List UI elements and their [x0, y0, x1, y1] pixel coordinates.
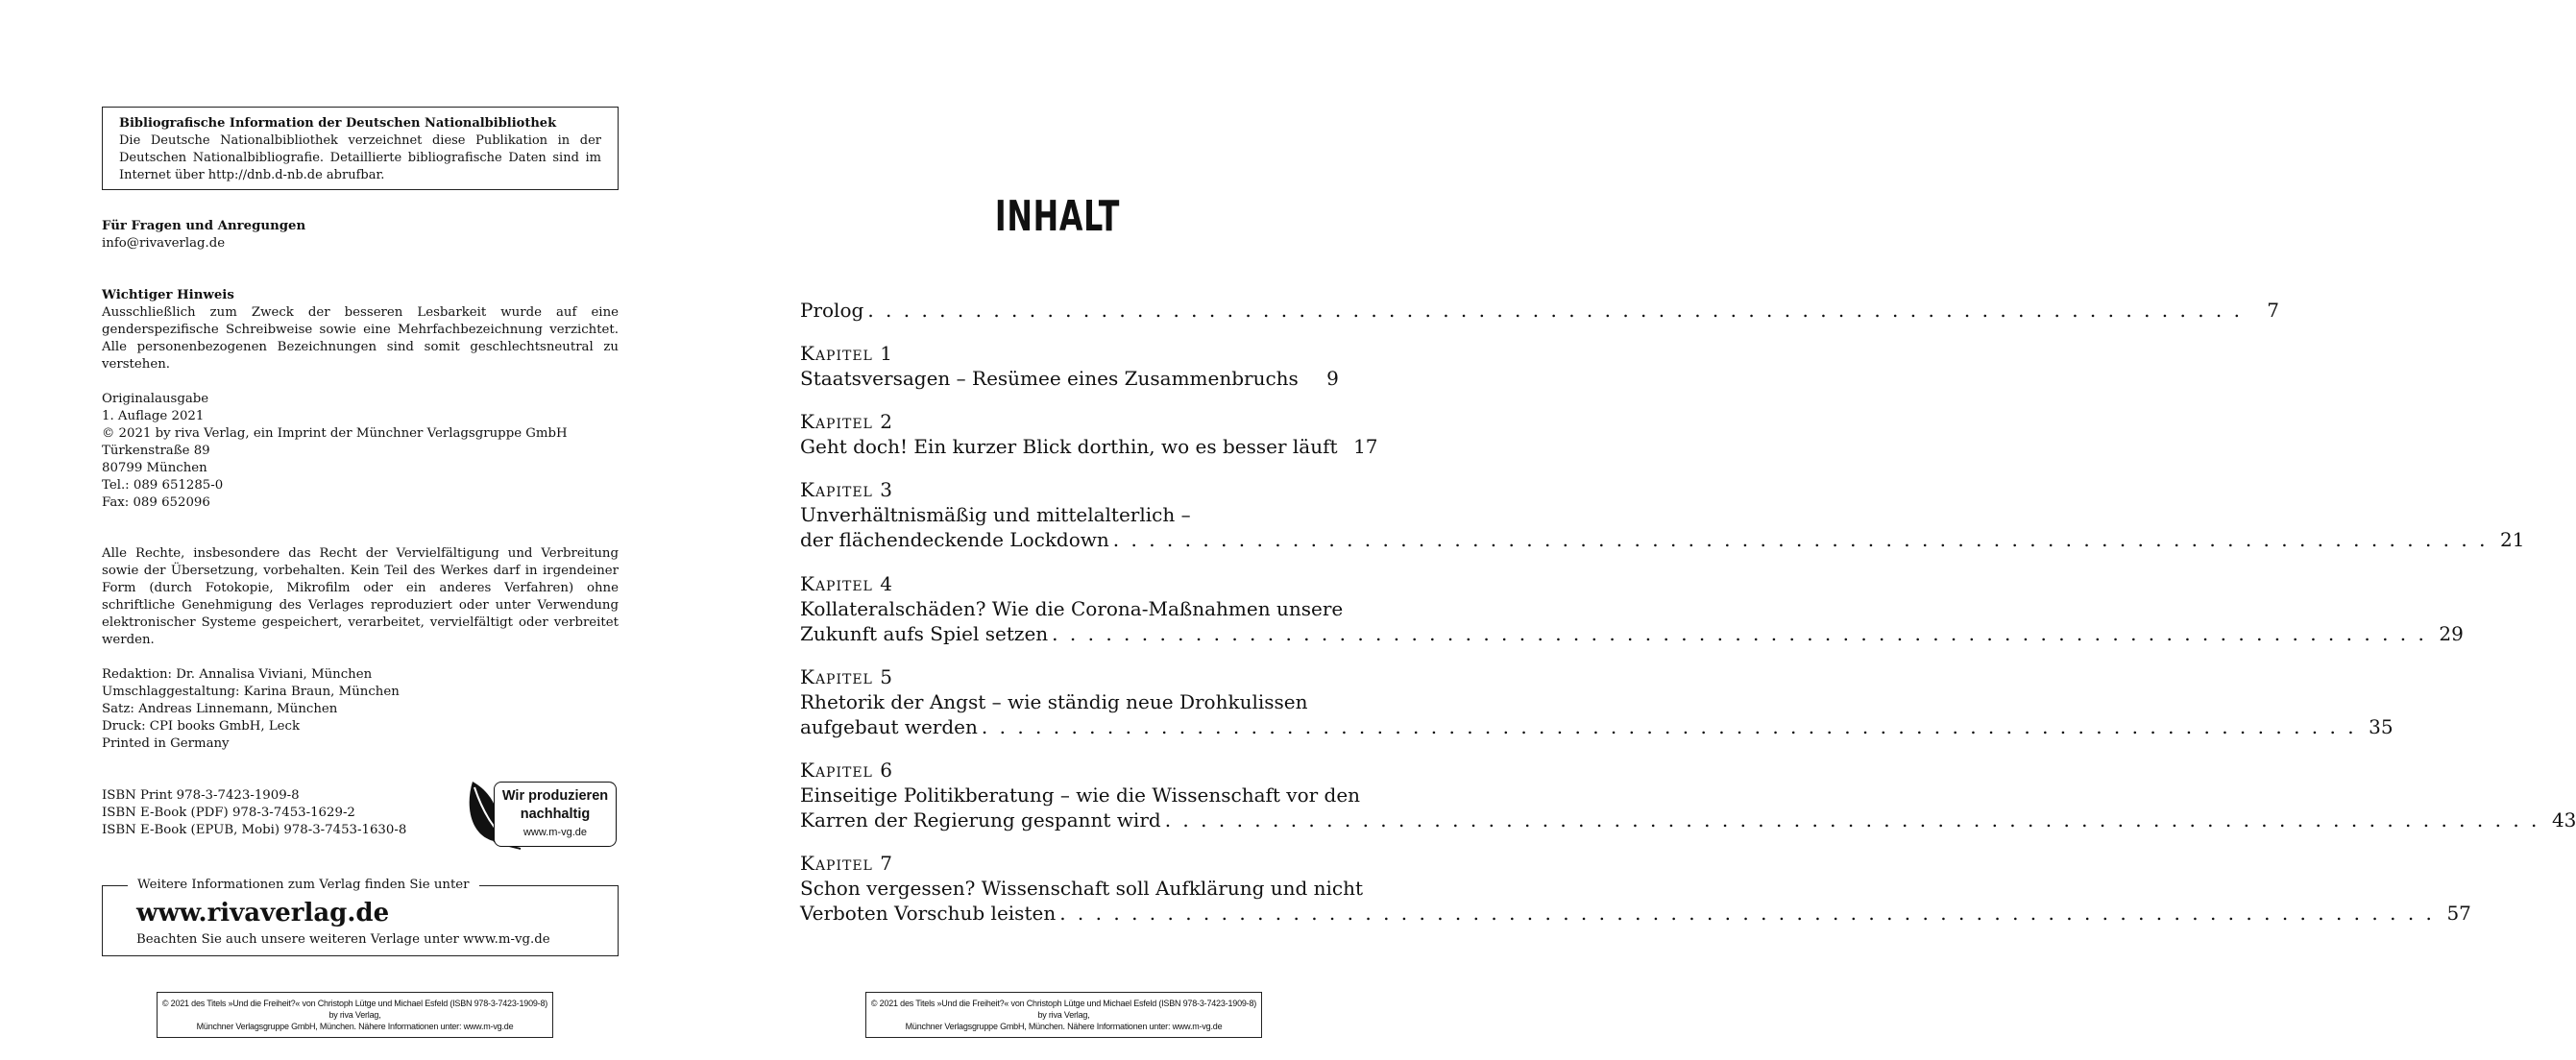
toc-leader-dots: . . . . . . . . . . . . . . . . . . . . . . . . . . . . . . . . . . . . . . . . . . . . . . . . . . . . . . . . . . . . . . . . . . . . . . . . . . . . . [1164, 808, 2540, 831]
questions-block [102, 218, 620, 253]
toc-entry-title: Geht doch! Ein kurzer Blick dorthin, wo es besser läuft [800, 435, 1338, 458]
toc-page-number: 9 [1326, 367, 1339, 390]
toc-page-number: 29 [2439, 622, 2464, 645]
toc-title: INHALT [994, 192, 1121, 241]
toc-entry-title: Verboten Vorschub leisten [800, 902, 1057, 925]
toc-entry[interactable] [800, 298, 2279, 323]
footer-line2: Münchner Verlagsgruppe GmbH, München. Nähere Informationen unter: www.m-vg.de [196, 1022, 514, 1031]
toc-entry-title: Karren der Regierung gespannt wird [800, 808, 1161, 831]
toc-page-number: 35 [2369, 715, 2394, 738]
toc-entry[interactable] [800, 714, 2394, 739]
credit-line: Druck: CPI books GmbH, Leck [102, 719, 301, 734]
toc-page-number: 43 [2551, 808, 2576, 831]
publisher-line: Türkenstraße 89 [102, 444, 210, 458]
toc-leader-dots: . . . . . . . . . . . . . . . . . . . . . . . . . . . . . . . . . . . . . . . . . . . . . . . . . . . . . . . . . . . . . . . . . . . . . . . . . . . . . [1052, 622, 2427, 645]
publisher-line: © 2021 by riva Verlag, ein Imprint der Münchner Verlagsgruppe GmbH [102, 426, 568, 441]
toc-chapter-label: Kapitel 3 [800, 478, 893, 501]
publisher-line: Tel.: 089 651285-0 [102, 478, 224, 493]
toc-leader-dots: . . . . . . . . . . . . . . . . . . . . . . . . . . . . . . . . . . . . . . . . . . . . . . . . . . . . . . . . . . . . . . . . . . . . . . . . . . . . . [867, 299, 2243, 322]
credits-block [102, 666, 620, 753]
website-url[interactable]: www.rivaverlag.de [136, 899, 390, 928]
publisher-line: Originalausgabe [102, 392, 209, 406]
footer-line1: © 2021 des Titels »Und die Freiheit?« von Christoph Lütge und Michael Esfeld (ISBN 978-3-7423-1909-8) by riva Verlag, [870, 999, 1257, 1020]
publisher-line: 1. Auflage 2021 [102, 409, 205, 423]
toc-page-number: 57 [2446, 902, 2471, 925]
credit-line: Redaktion: Dr. Annalisa Viviani, München [102, 667, 373, 682]
sustainability-badge [465, 778, 617, 849]
toc-entry-title: der flächendeckende Lockdown [800, 528, 1109, 551]
isbn-line: ISBN Print 978-3-7423-1909-8 [102, 788, 300, 803]
toc-entry[interactable] [800, 621, 2464, 646]
toc-entry[interactable]: Unverhältnismäßig und mittelalterlich – [800, 503, 1191, 526]
toc-entry-title: Staatsversagen – Resümee eines Zusammenbruchs [800, 367, 1299, 390]
publisher-line: 80799 München [102, 461, 207, 475]
badge-line2: nachhaltig [520, 807, 591, 822]
toc-entry[interactable] [800, 901, 2471, 926]
right-footer-copyright [865, 992, 1262, 1038]
biblio-text: Die Deutsche Nationalbibliothek verzeichnet diese Publikation in der Deutschen Nationalbibliografie. Detaillierte bibliografische Daten sind im Internet über http://dnb.d-nb.de abrufbar. [119, 133, 601, 182]
publisher-line: Fax: 089 652096 [102, 495, 210, 510]
toc-entry[interactable] [800, 434, 1378, 459]
biblio-heading: Bibliografische Information der Deutschen Nationalbibliothek [119, 116, 557, 131]
website-heading: Weitere Informationen zum Verlag finden Sie unter [128, 877, 479, 894]
toc-chapter-label: Kapitel 6 [800, 759, 893, 782]
toc-entry[interactable]: Kollateralschäden? Wie die Corona-Maßnahmen unsere [800, 597, 1344, 620]
notice-heading: Wichtiger Hinweis [102, 288, 234, 302]
toc-entry[interactable] [800, 366, 1339, 391]
toc-page-number: 7 [2267, 299, 2279, 322]
toc-page-number: 17 [1353, 435, 1378, 458]
credit-line: Umschlaggestaltung: Karina Braun, München [102, 685, 400, 699]
toc-entry[interactable] [800, 807, 2576, 832]
toc-chapter-label: Kapitel 4 [800, 572, 893, 595]
isbn-block [102, 787, 457, 839]
toc-entry[interactable]: Einseitige Politikberatung – wie die Wissenschaft vor den [800, 783, 1361, 807]
website-note: Beachten Sie auch unsere weiteren Verlage unter www.m-vg.de [136, 932, 550, 947]
toc-leader-dots: . . . . . . . . . . . . . . . . . . . . . . . . . . . . . . . . . . . . . . . . . . . . . . . . . . . . . . . . . . . . . . . . . . . . . . . . . . . . . [981, 715, 2357, 738]
toc-leader-dots: . . . . . . . . . . . . . . . . . . . . . . . . . . . . . . . . . . . . . . . . . . . . . . . . . . . . . . . . . . . . . . . . . . . . . . . . . . . . . [1112, 528, 2489, 551]
badge-frame [494, 782, 617, 847]
toc-entry[interactable]: Schon vergessen? Wissenschaft soll Aufklärung und nicht [800, 877, 1364, 900]
left-footer-copyright [157, 992, 553, 1038]
credit-line: Printed in Germany [102, 736, 230, 751]
toc-chapter-label: Kapitel 2 [800, 410, 893, 433]
questions-email[interactable]: info@rivaverlag.de [102, 236, 226, 251]
website-box [102, 878, 619, 956]
toc-entry-title: Zukunft aufs Spiel setzen [800, 622, 1049, 645]
toc-entry[interactable] [800, 527, 2525, 552]
toc-leader-dots: . . . . . . . . . . . . . . . . . . . . . . . . . . . . . . . . . . . . . . . . . . . . . . . . . . . . . . . . . . . . . . . . . . . . . . . . . . . . . [1059, 902, 2435, 925]
isbn-line: ISBN E-Book (EPUB, Mobi) 978-3-7453-1630-8 [102, 823, 407, 837]
badge-url[interactable]: www.m-vg.de [522, 827, 588, 838]
badge-line1: Wir produzieren [501, 788, 609, 804]
isbn-line: ISBN E-Book (PDF) 978-3-7453-1629-2 [102, 806, 355, 820]
credit-line: Satz: Andreas Linnemann, München [102, 702, 338, 716]
toc-entry[interactable]: Rhetorik der Angst – wie ständig neue Drohkulissen [800, 690, 1308, 713]
notice-block [102, 287, 619, 373]
rights-text: Alle Rechte, insbesondere das Recht der Vervielfältigung und Verbreitung sowie der Übersetzung, vorbehalten. Kein Teil des Werkes darf in irgendeiner Form (durch Fotokopie, Mikrofilm oder ein anderes Verfahren) ohne schriftliche Genehmigung des Verlages reproduziert oder unter Verwendung elektronischer Systeme gespeichert, verarbeitet, vervielfältigt oder verbreitet werden. [102, 546, 619, 647]
notice-text: Ausschließlich zum Zweck der besseren Lesbarkeit wurde auf eine genderspezifische Schreibweise sowie eine Mehrfachbezeichnung verzichtet. Alle personenbezogenen Bezeichnungen sind somit geschlechtsneutral zu verstehen. [102, 305, 619, 372]
toc-entry-title: aufgebaut werden [800, 715, 978, 738]
toc-page-number: 21 [2500, 528, 2525, 551]
toc-entry-title: Prolog [800, 299, 864, 322]
publisher-block [102, 391, 620, 512]
toc-chapter-label: Kapitel 7 [800, 852, 893, 875]
toc-chapter-label: Kapitel 1 [800, 342, 893, 365]
footer-line1: © 2021 des Titels »Und die Freiheit?« von Christoph Lütge und Michael Esfeld (ISBN 978-3-7423-1909-8) by riva Verlag, [161, 999, 548, 1020]
questions-heading: Für Fragen und Anregungen [102, 219, 306, 233]
biblio-box [102, 107, 619, 190]
toc-chapter-label: Kapitel 5 [800, 665, 893, 688]
footer-line2: Münchner Verlagsgruppe GmbH, München. Nähere Informationen unter: www.m-vg.de [905, 1022, 1223, 1031]
